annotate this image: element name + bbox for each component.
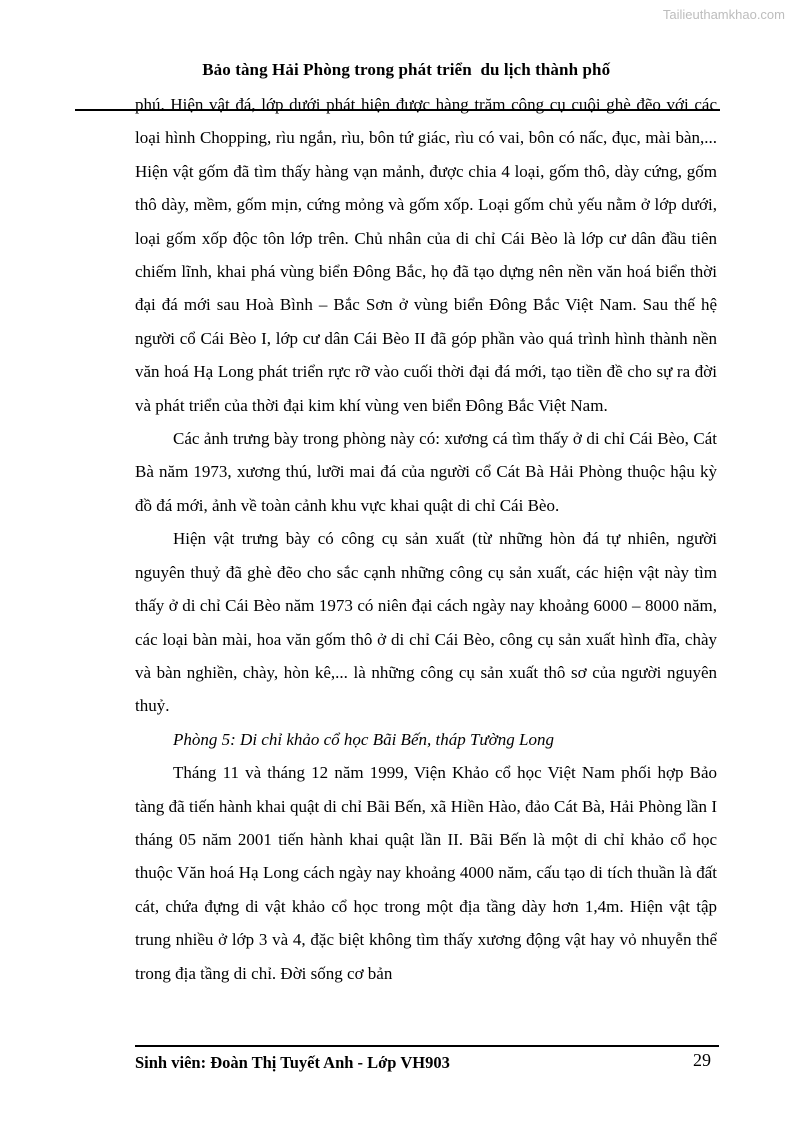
page-header-title: Bảo tàng Hải Phòng trong phát triển du lịch thành phố <box>202 60 611 79</box>
watermark-text: Tailieuthamkhao.com <box>662 7 785 22</box>
document-body <box>135 88 717 990</box>
paragraph: Hiện vật trưng bày có công cụ sản xuất (từ những hòn đá tự nhiên, người nguyên thuỷ đã ghè đẽo cho sắc cạnh những công cụ sản xuất, các hiện vật này tìm thấy ở di chỉ Cái Bèo năm 1973 có niên đại cách ngày nay khoảng 6000 – 8000 năm, các loại bàn mài, hoa văn gốm thô ở di chỉ Cái Bèo, công cụ sản xuất hình đĩa, chày và bàn nghiền, chày, hòn kê,... là những công cụ sản xuất thô sơ của người nguyên thuỷ. <box>135 529 717 716</box>
paragraph: phú. Hiện vật đá, lớp dưới phát hiện được hàng trăm công cụ cuội ghè đẽo với các loại hình Chopping, rìu ngắn, rìu, bôn tứ giác, rìu có vai, bôn có nấc, đục, mài bàn,... Hiện vật gốm đã tìm thấy hàng vạn mảnh, được chia 4 loại, gốm thô, dày cứng, gốm thô dày, mềm, gốm mịn, cứng mỏng và gốm xốp. Loại gốm chủ yếu nằm ở lớp dưới, loại gốm xốp độc tôn lớp trên. Chủ nhân của di chỉ Cái Bèo là lớp cư dân đầu tiên chiếm lĩnh, khai phá vùng biển Đông Bắc, họ đã tạo dựng nên nền văn hoá biển thời đại đá mới sau Hoà Bình – Bắc Sơn ở vùng biển Đông Bắc Việt Nam. Sau thế hệ người cổ Cái Bèo I, lớp cư dân Cái Bèo II đã góp phần vào quá trình hình thành nền văn hoá Hạ Long phát triển rực rỡ vào cuối thời đại đá mới, tạo tiền đề cho sự ra đời và phát triển của thời đại kim khí vùng ven biển Đông Bắc Việt Nam. <box>135 95 717 415</box>
section-heading: Phòng 5: Di chỉ khảo cổ học Bãi Bến, tháp Tường Long <box>173 729 554 749</box>
page-footer <box>135 1045 719 1074</box>
page-number: 29 <box>693 1050 711 1070</box>
paragraph: Các ảnh trưng bày trong phòng này có: xương cá tìm thấy ở di chỉ Cái Bèo, Cát Bà năm 1973, xương thú, lưỡi mai đá của người cổ Cát Bà Hải Phòng thuộc hậu kỳ đồ đá mới, ảnh về toàn cảnh khu vực khai quật di chỉ Cái Bèo. <box>135 429 717 515</box>
paragraph: Tháng 11 và tháng 12 năm 1999, Viện Khảo cổ học Việt Nam phối hợp Bảo tàng đã tiến hành khai quật di chỉ Bãi Bến, xã Hiền Hào, đảo Cát Bà, Hải Phòng lần I tháng 05 năm 2001 tiến hành khai quật lần II. Bãi Bến là một di chỉ khảo cổ học thuộc Văn hoá Hạ Long cách ngày nay khoảng 4000 năm, cấu tạo di tích thuần là đất cát, chứa đựng di vật khảo cổ học trong một địa tầng dày hơn 1,4m. Hiện vật tập trung nhiều ở lớp 3 và 4, đặc biệt không tìm thấy xương động vật hay vỏ nhuyễn thể trong địa tầng di chỉ. Đời sống cơ bản <box>135 763 717 983</box>
footer-student-info: Sinh viên: Đoàn Thị Tuyết Anh - Lớp VH903 <box>135 1053 450 1072</box>
